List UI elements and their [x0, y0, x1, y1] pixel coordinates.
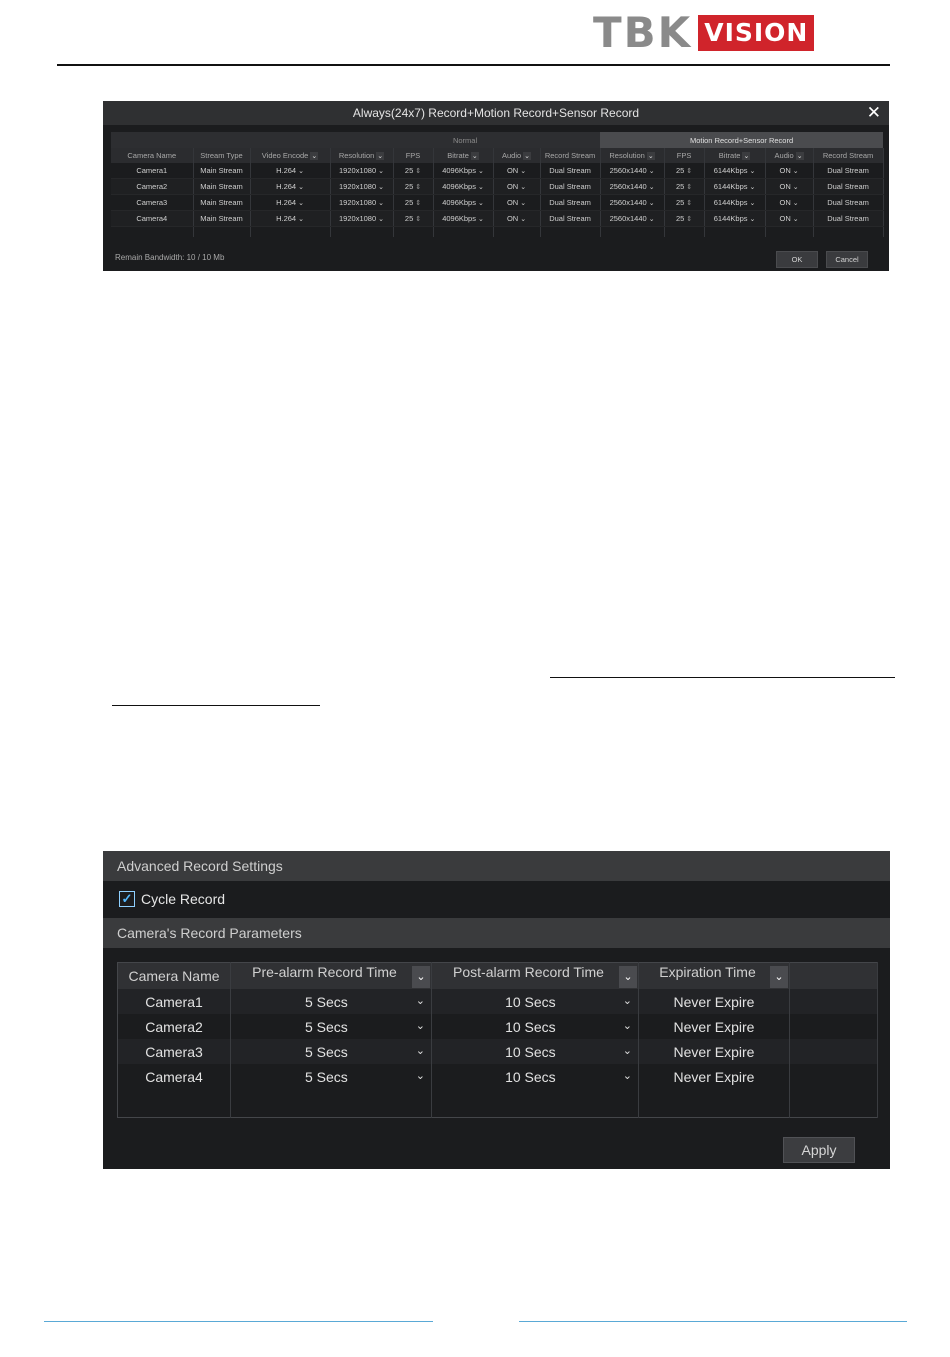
chevron-down-icon: ⌄	[378, 216, 385, 223]
camera-name: Camera2	[111, 179, 193, 195]
close-icon[interactable]: ✕	[866, 103, 881, 122]
chevron-down-icon: ⌄	[477, 184, 484, 191]
resolution-select[interactable]: 2560x1440 ⌄	[600, 195, 664, 211]
encode-select[interactable]: H.264 ⌄	[250, 163, 330, 179]
dialog-title: Always(24x7) Record+Motion Record+Sensor Record	[103, 101, 889, 125]
camera-name: Camera4	[118, 1064, 231, 1089]
expiration-value[interactable]: Never Expire	[639, 1039, 790, 1064]
chevron-down-icon[interactable]: ⌄	[743, 153, 750, 160]
col-fps-2: FPS	[664, 148, 704, 163]
chevron-down-icon[interactable]: ⌄	[647, 153, 654, 160]
chevron-down-icon: ⌄	[792, 184, 799, 191]
col-audio-2[interactable]: Audio ⌄	[765, 148, 813, 163]
stepper-icon: ⇕	[686, 200, 693, 207]
encode-select[interactable]: H.264 ⌄	[250, 211, 330, 227]
post-alarm-select[interactable]: 10 Secs ⌄	[432, 989, 639, 1014]
group-motion-sensor: Motion Record+Sensor Record	[600, 132, 883, 148]
chevron-down-icon: ⌄	[749, 184, 756, 191]
col-pre-alarm[interactable]: Pre-alarm Record Time ⌄	[231, 963, 432, 990]
fps-stepper[interactable]: 25 ⇕	[664, 211, 704, 227]
fps-stepper[interactable]: 25 ⇕	[393, 195, 433, 211]
fps-stepper[interactable]: 25 ⇕	[664, 195, 704, 211]
chevron-down-icon: ⌄	[477, 216, 484, 223]
record-stream: Dual Stream	[813, 179, 883, 195]
col-bitrate-2[interactable]: Bitrate ⌄	[704, 148, 765, 163]
encode-select[interactable]: H.264 ⌄	[250, 195, 330, 211]
pre-alarm-select[interactable]: 5 Secs ⌄	[231, 989, 432, 1014]
encode-select[interactable]: H.264 ⌄	[250, 179, 330, 195]
record-stream: Dual Stream	[540, 195, 600, 211]
cycle-record-label: Cycle Record	[141, 891, 226, 907]
col-video-encode[interactable]: Video Encode ⌄	[250, 148, 330, 163]
hyperlink-underline	[550, 677, 895, 678]
resolution-select[interactable]: 2560x1440 ⌄	[600, 179, 664, 195]
record-stream: Dual Stream	[813, 163, 883, 179]
chevron-down-icon: ⌄	[298, 184, 304, 191]
camera-record-params-table	[117, 962, 878, 1118]
pre-alarm-select[interactable]: 5 Secs ⌄	[231, 1039, 432, 1064]
logo-tbk-text: TBK	[593, 8, 693, 57]
camera-name: Camera3	[111, 195, 193, 211]
chevron-down-icon: ⌄	[792, 168, 799, 175]
table-row	[118, 989, 878, 1014]
ok-button[interactable]: OK	[776, 251, 818, 268]
table-row	[111, 211, 883, 227]
record-stream: Dual Stream	[540, 163, 600, 179]
post-alarm-select[interactable]: 10 Secs ⌄	[432, 1014, 639, 1039]
pre-alarm-select[interactable]: 5 Secs ⌄	[231, 1014, 432, 1039]
table-row	[118, 1039, 878, 1064]
section-header-advanced: Advanced Record Settings	[103, 851, 890, 881]
col-record-stream-2: Record Stream	[813, 148, 883, 163]
chevron-down-icon: ⌄	[415, 994, 425, 1007]
chevron-down-icon: ⌄	[648, 200, 655, 207]
cancel-button[interactable]: Cancel	[826, 251, 868, 268]
record-stream: Dual Stream	[813, 211, 883, 227]
footer-rule-left	[44, 1321, 433, 1322]
chevron-down-icon: ⌄	[415, 1019, 425, 1032]
chevron-down-icon: ⌄	[298, 216, 304, 223]
apply-button[interactable]: Apply	[783, 1137, 855, 1163]
resolution-select[interactable]: 1920x1080 ⌄	[330, 211, 393, 227]
audio-select[interactable]: ON ⌄	[493, 211, 540, 227]
fps-stepper[interactable]: 25 ⇕	[393, 211, 433, 227]
chevron-down-icon: ⌄	[520, 200, 527, 207]
audio-select[interactable]: ON ⌄	[493, 163, 540, 179]
fps-stepper[interactable]: 25 ⇕	[393, 163, 433, 179]
stepper-icon: ⇕	[686, 168, 693, 175]
record-stream: Dual Stream	[813, 195, 883, 211]
stepper-icon: ⇕	[686, 184, 693, 191]
chevron-down-icon: ⌄	[477, 168, 484, 175]
col-resolution-2[interactable]: Resolution ⌄	[600, 148, 664, 163]
post-alarm-select[interactable]: 10 Secs ⌄	[432, 1064, 639, 1089]
resolution-select[interactable]: 2560x1440 ⌄	[600, 211, 664, 227]
stepper-icon: ⇕	[415, 168, 422, 175]
bitrate-select[interactable]: 4096Kbps ⌄	[433, 211, 493, 227]
section-header-camera-params: Camera's Record Parameters	[103, 918, 890, 948]
bitrate-select[interactable]: 4096Kbps ⌄	[433, 179, 493, 195]
chevron-down-icon: ⌄	[648, 184, 655, 191]
chevron-down-icon: ⌄	[622, 994, 632, 1007]
chevron-down-icon: ⌄	[477, 200, 484, 207]
empty-row	[111, 227, 883, 238]
camera-name: Camera1	[118, 989, 231, 1014]
resolution-select[interactable]: 2560x1440 ⌄	[600, 163, 664, 179]
camera-name: Camera2	[118, 1014, 231, 1039]
col-audio[interactable]: Audio ⌄	[493, 148, 540, 163]
col-stream-type: Stream Type	[193, 148, 250, 163]
audio-select[interactable]: ON ⌄	[765, 211, 813, 227]
col-record-stream: Record Stream	[540, 148, 600, 163]
chevron-down-icon: ⌄	[648, 216, 655, 223]
audio-select[interactable]: ON ⌄	[493, 179, 540, 195]
camera-name: Camera4	[111, 211, 193, 227]
audio-select[interactable]: ON ⌄	[765, 195, 813, 211]
expiration-value[interactable]: Never Expire	[639, 1064, 790, 1089]
chevron-down-icon[interactable]: ⌄	[796, 153, 803, 160]
col-bitrate[interactable]: Bitrate ⌄	[433, 148, 493, 163]
chevron-down-icon: ⌄	[622, 1069, 632, 1082]
audio-select[interactable]: ON ⌄	[765, 179, 813, 195]
chevron-down-icon: ⌄	[378, 200, 385, 207]
chevron-down-icon: ⌄	[415, 1069, 425, 1082]
record-schedule-dialog	[103, 101, 889, 271]
header-divider	[57, 64, 890, 66]
chevron-down-icon[interactable]: ⌄	[471, 153, 478, 160]
cycle-record-checkbox[interactable]	[119, 891, 225, 907]
chevron-down-icon: ⌄	[520, 216, 527, 223]
chevron-down-icon: ⌄	[749, 168, 756, 175]
audio-select[interactable]: ON ⌄	[493, 195, 540, 211]
checkbox-checked-icon[interactable]: ✓	[119, 891, 135, 907]
bitrate-select[interactable]: 6144Kbps ⌄	[704, 163, 765, 179]
chevron-down-icon[interactable]: ⌄	[619, 966, 637, 988]
resolution-select[interactable]: 1920x1080 ⌄	[330, 179, 393, 195]
chevron-down-icon: ⌄	[622, 1044, 632, 1057]
table-row	[111, 179, 883, 195]
col-fps: FPS	[393, 148, 433, 163]
chevron-down-icon[interactable]: ⌄	[377, 153, 384, 160]
chevron-down-icon[interactable]: ⌄	[412, 966, 430, 988]
table-row	[118, 1064, 878, 1089]
advanced-record-settings-panel	[103, 851, 890, 1169]
footer-rule-right	[519, 1321, 907, 1322]
stream-type: Main Stream	[193, 163, 250, 179]
fps-stepper[interactable]: 25 ⇕	[393, 179, 433, 195]
expiration-value[interactable]: Never Expire	[639, 1014, 790, 1039]
expiration-value[interactable]: Never Expire	[639, 989, 790, 1014]
record-stream-table	[111, 132, 884, 237]
audio-select[interactable]: ON ⌄	[765, 163, 813, 179]
stream-type: Main Stream	[193, 211, 250, 227]
chevron-down-icon: ⌄	[378, 168, 385, 175]
col-camera-name: Camera Name	[111, 148, 193, 163]
camera-name: Camera1	[111, 163, 193, 179]
record-stream: Dual Stream	[540, 211, 600, 227]
col-camera-name: Camera Name	[118, 963, 231, 990]
col-expiration[interactable]: Expiration Time ⌄	[639, 963, 790, 990]
bitrate-select[interactable]: 6144Kbps ⌄	[704, 179, 765, 195]
chevron-down-icon: ⌄	[749, 200, 756, 207]
fps-stepper[interactable]: 25 ⇕	[664, 163, 704, 179]
col-resolution[interactable]: Resolution ⌄	[330, 148, 393, 163]
record-stream: Dual Stream	[540, 179, 600, 195]
chevron-down-icon[interactable]: ⌄	[770, 966, 788, 988]
chevron-down-icon: ⌄	[520, 184, 527, 191]
chevron-down-icon: ⌄	[378, 184, 385, 191]
chevron-down-icon: ⌄	[792, 216, 799, 223]
resolution-select[interactable]: 1920x1080 ⌄	[330, 163, 393, 179]
empty-row	[118, 1089, 878, 1118]
stream-type: Main Stream	[193, 195, 250, 211]
group-normal: Normal	[330, 132, 600, 148]
pre-alarm-select[interactable]: 5 Secs ⌄	[231, 1064, 432, 1089]
stream-type: Main Stream	[193, 179, 250, 195]
table-row	[111, 195, 883, 211]
brand-logo	[593, 8, 814, 57]
resolution-select[interactable]: 1920x1080 ⌄	[330, 195, 393, 211]
chevron-down-icon: ⌄	[648, 168, 655, 175]
chevron-down-icon: ⌄	[622, 1019, 632, 1032]
bitrate-select[interactable]: 4096Kbps ⌄	[433, 163, 493, 179]
bitrate-select[interactable]: 4096Kbps ⌄	[433, 195, 493, 211]
table-row	[118, 1014, 878, 1039]
remain-bandwidth: Remain Bandwidth: 10 / 10 Mb	[115, 253, 225, 262]
chevron-down-icon[interactable]: ⌄	[311, 153, 318, 160]
stepper-icon: ⇕	[415, 200, 422, 207]
chevron-down-icon: ⌄	[792, 200, 799, 207]
chevron-down-icon[interactable]: ⌄	[524, 153, 531, 160]
post-alarm-select[interactable]: 10 Secs ⌄	[432, 1039, 639, 1064]
bitrate-select[interactable]: 6144Kbps ⌄	[704, 211, 765, 227]
hyperlink-underline	[112, 705, 320, 706]
stepper-icon: ⇕	[415, 216, 422, 223]
chevron-down-icon: ⌄	[749, 216, 756, 223]
chevron-down-icon: ⌄	[520, 168, 527, 175]
stepper-icon: ⇕	[686, 216, 693, 223]
chevron-down-icon: ⌄	[298, 200, 304, 207]
col-post-alarm[interactable]: Post-alarm Record Time ⌄	[432, 963, 639, 990]
chevron-down-icon: ⌄	[415, 1044, 425, 1057]
camera-name: Camera3	[118, 1039, 231, 1064]
stepper-icon: ⇕	[415, 184, 422, 191]
chevron-down-icon: ⌄	[298, 168, 304, 175]
bitrate-select[interactable]: 6144Kbps ⌄	[704, 195, 765, 211]
table-row	[111, 163, 883, 179]
fps-stepper[interactable]: 25 ⇕	[664, 179, 704, 195]
logo-vision-text: VISION	[698, 15, 814, 51]
